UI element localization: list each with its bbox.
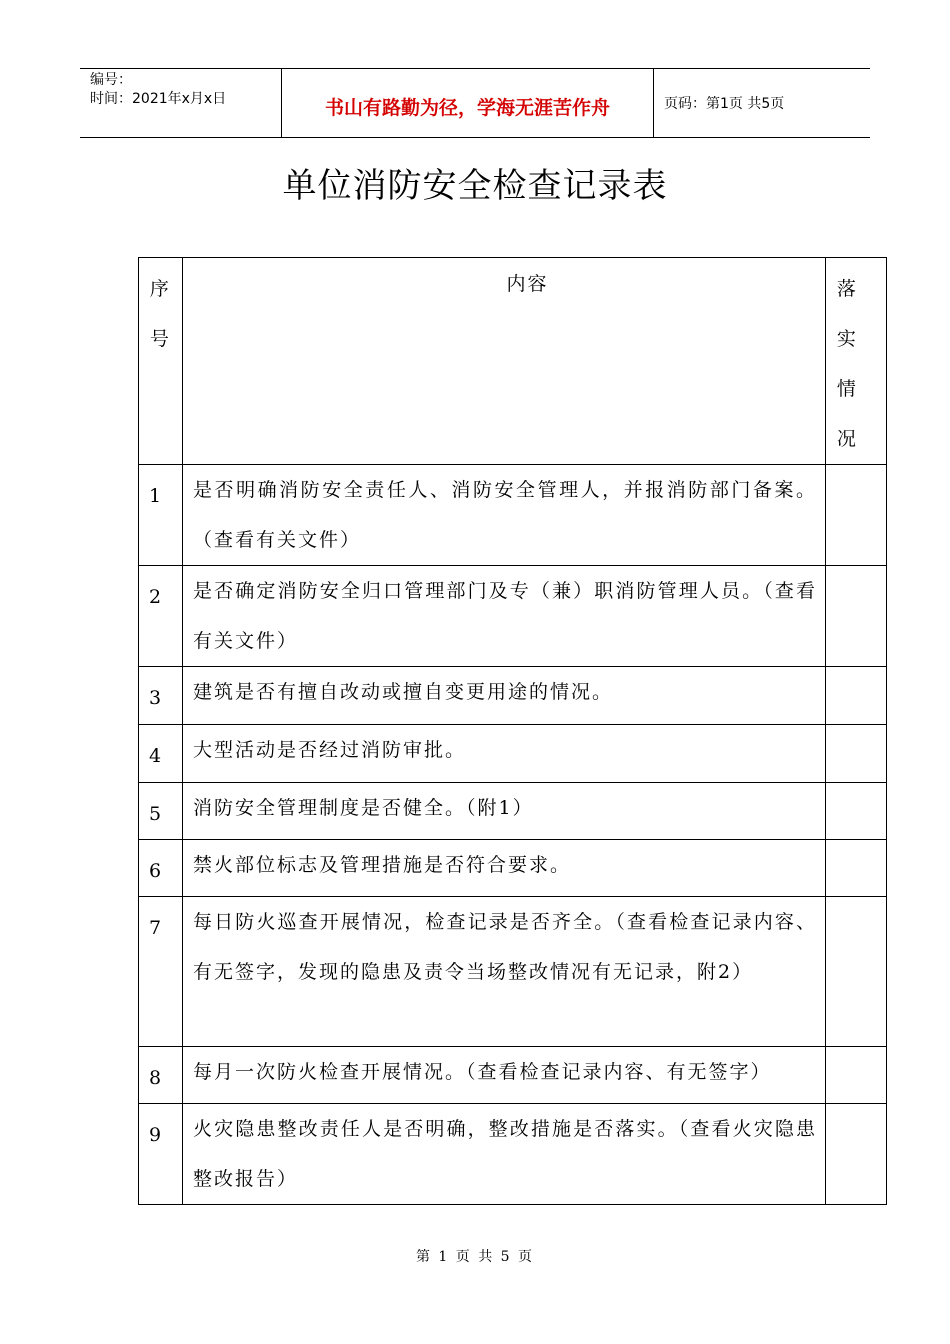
row-status[interactable] [826, 840, 887, 897]
row-status[interactable] [826, 465, 887, 566]
inspection-table [138, 257, 887, 1205]
row-content: 消防安全管理制度是否健全。（附1） [183, 783, 826, 840]
header-motto: 书山有路勤为径，学海无涯苦作舟 [282, 69, 654, 137]
row-number: 9 [139, 1104, 183, 1205]
document-number-label: 编号： [90, 72, 132, 88]
header-content: 内容 [183, 258, 826, 465]
header-status: 落实情况 [826, 258, 887, 465]
document-title: 单位消防安全检查记录表 [282, 166, 668, 206]
row-content: 禁火部位标志及管理措施是否符合要求。 [183, 840, 826, 897]
row-content: 火灾隐患整改责任人是否明确，整改措施是否落实。（查看火灾隐患整改报告） [183, 1104, 826, 1205]
row-content: 是否确定消防安全归口管理部门及专（兼）职消防管理人员。（查看有关文件） [183, 566, 826, 667]
row-number: 2 [139, 566, 183, 667]
table-row [139, 783, 887, 840]
row-content: 每日防火巡查开展情况，检查记录是否齐全。（查看检查记录内容、有无签字，发现的隐患及责令当场整改情况有无记录，附2） [183, 897, 826, 1047]
row-status[interactable] [826, 566, 887, 667]
row-number: 5 [139, 783, 183, 840]
page-footer: 第 1 页 共 5 页 [415, 1249, 535, 1265]
row-number: 6 [139, 840, 183, 897]
table-row [139, 897, 887, 1047]
row-status[interactable] [826, 1047, 887, 1104]
row-content: 大型活动是否经过消防审批。 [183, 725, 826, 783]
row-number: 8 [139, 1047, 183, 1104]
row-number: 3 [139, 667, 183, 725]
row-number: 1 [139, 465, 183, 566]
row-number: 4 [139, 725, 183, 783]
row-content: 每月一次防火检查开展情况。（查看检查记录内容、有无签字） [183, 1047, 826, 1104]
document-time-label: 时间：2021年x月x日 [90, 91, 227, 107]
header-page-info: 页码：第1页 共5页 [664, 96, 785, 112]
header-seq: 序号 [139, 258, 183, 465]
table-row [139, 1104, 887, 1205]
row-status[interactable] [826, 725, 887, 783]
header-meta [80, 69, 282, 137]
table-body [139, 465, 887, 1205]
table-row [139, 465, 887, 566]
table-row [139, 725, 887, 783]
row-status[interactable] [826, 783, 887, 840]
table-row [139, 1047, 887, 1104]
row-status[interactable] [826, 897, 887, 1047]
row-status[interactable] [826, 1104, 887, 1205]
table-header-row [139, 258, 887, 465]
row-status[interactable] [826, 667, 887, 725]
row-number: 7 [139, 897, 183, 1047]
table-row [139, 667, 887, 725]
page-header [80, 68, 870, 138]
table-row [139, 840, 887, 897]
table-row [139, 566, 887, 667]
row-content: 是否明确消防安全责任人、消防安全管理人，并报消防部门备案。（查看有关文件） [183, 465, 826, 566]
row-content: 建筑是否有擅自改动或擅自变更用途的情况。 [183, 667, 826, 725]
